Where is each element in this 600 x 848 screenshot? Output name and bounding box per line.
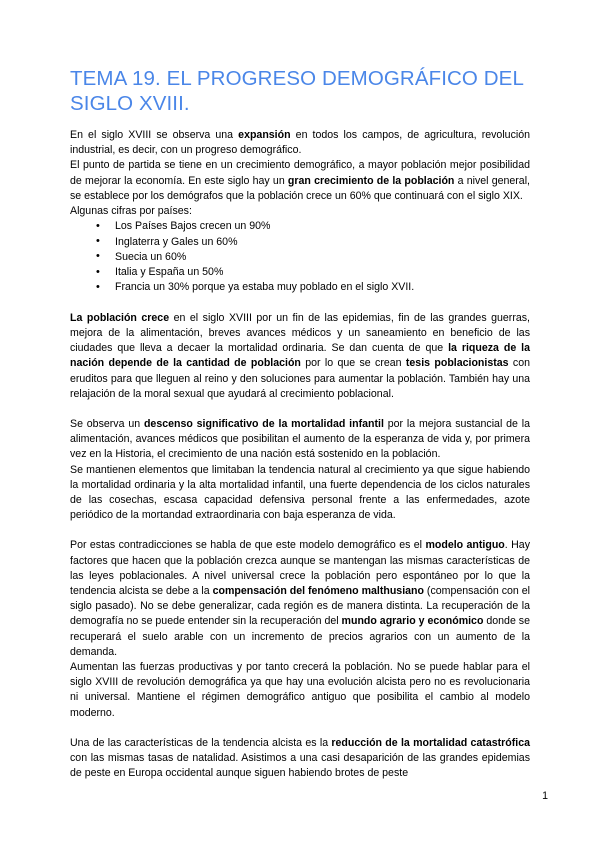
paragraph: Se observa un descenso significativo de la mortalidad infantil por la mejora sustancial de la alimentación, avances médicos que posibilitan el aumento de la esperanza de vida y, por primera vez en la Historia, el crecimiento de una nación está sostenido en la población. — [70, 417, 531, 461]
paragraph: Una de las características de la tendencia alcista es la reducción de la mortalidad catastrófica con las mismas tasas de natalidad. Asistimos a una casi desaparición de las grandes epidemias de peste en Europa occidental aunque siguen habiendo brotes de peste — [70, 736, 530, 780]
list-item: • Inglaterra y Gales un 60% — [70, 235, 530, 250]
list-item: • Italia y España un 50% — [70, 265, 530, 280]
list-item: • Francia un 30% porque ya estaba muy poblado en el siglo XVII. — [70, 280, 530, 295]
bold-run: La población crece — [70, 311, 170, 324]
bold-run: mundo agrario y económico — [341, 615, 484, 628]
paragraph: La población crece en el siglo XVIII por un fin de las epidemias, fin de las grandes guerras, mejora de la alimentación, breves avances médicos y un saneamiento en beneficio de las ciudades que lleva a decaer la mortalidad ordinaria. Se dan cuenta de que la riqueza de la nación depende de la cantidad de población por lo que se crean tesis poblacionistas con eruditos para que lleguen al reino y den soluciones para aumentar la población. También hay una relajación de la moral sexual que ayudará al crecimiento poblacional. — [70, 311, 531, 400]
paragraph: En el siglo XVIII se observa una expansión en todos los campos, de agricultura, revolución industrial, es decir, con un progreso demográfico. — [70, 129, 530, 157]
bold-run: reducción de la mortalidad catastrófica — [331, 736, 530, 749]
paragraph: Se mantienen elementos que limitaban la tendencia natural al crecimiento ya que sigue habiendo la mortalidad ordinaria y la alta mortalidad infantil, una fuerte dependencia de los ciclos naturales de las cosechas, escasa capacidad defensiva personal frente a las enfermedades, azote periódico de la mortandad extraordinaria con baja esperanza de vida. — [70, 463, 530, 522]
document-body — [70, 66, 530, 781]
paragraph-spacer — [70, 721, 530, 736]
bold-run: la riqueza de la nación depende de la cantidad de población — [70, 342, 531, 370]
bold-run: descenso significativo de la mortalidad infantil — [143, 417, 384, 430]
paragraph: Por estas contradicciones se habla de que este modelo demográfico es el modelo antiguo. Hay factores que hacen que la población crezca aunque se mantengan las mismas características de las leyes poblacionales. A nivel universal crece la población pero espontáneo por lo que la tendencia alcista se debe a la compensación del fenómeno malthusiano (compensación con el siglo pasado). No se debe generalizar, cada región es de manera distinta. La recuperación de la demografía no se puede entender sin la recuperación del mundo agrario y económico donde se recuperará el suelo arable con un incremento de precios agrarios con un aumento de la demanda. — [70, 539, 530, 658]
page-number: 1 — [542, 790, 548, 802]
list-item: • Suecia un 60% — [70, 250, 530, 265]
bullet-list — [70, 219, 530, 295]
list-item: • Los Países Bajos crecen un 90% — [70, 219, 530, 234]
paragraph: El punto de partida se tiene en un crecimiento demográfico, a mayor población mejor posibilidad de mejorar la economía. En este siglo hay un gran crecimiento de la población a nivel general, se establece por los demógrafos que la población crece un 60% que continuará con el siglo XIX. — [70, 159, 530, 202]
paragraph: Aumentan las fuerzas productivas y por tanto crecerá la población. No se puede hablar para el siglo XVIII de revolución demográfica ya que hay una evolución alcista pero no es revolucionaria ni universal. Mantiene el régimen demográfico antiguo que posibilita el cambio al modelo moderno. — [70, 660, 530, 719]
paragraph-spacer — [70, 296, 530, 311]
paragraph-spacer — [70, 402, 530, 417]
page-title: TEMA 19. EL PROGRESO DEMOGRÁFICO DEL SIGLO XVIII. — [70, 67, 524, 115]
bold-run: tesis poblacionistas — [405, 357, 509, 370]
bold-run: compensación del fenómeno malthusiano — [212, 584, 424, 597]
paragraph: Algunas cifras por países: — [70, 205, 192, 218]
bold-run: modelo antiguo — [425, 539, 505, 552]
document-blocks — [70, 128, 530, 781]
bold-run: gran crecimiento de la población — [287, 174, 455, 187]
paragraph-spacer — [70, 523, 530, 538]
bold-run: expansión — [238, 129, 291, 141]
